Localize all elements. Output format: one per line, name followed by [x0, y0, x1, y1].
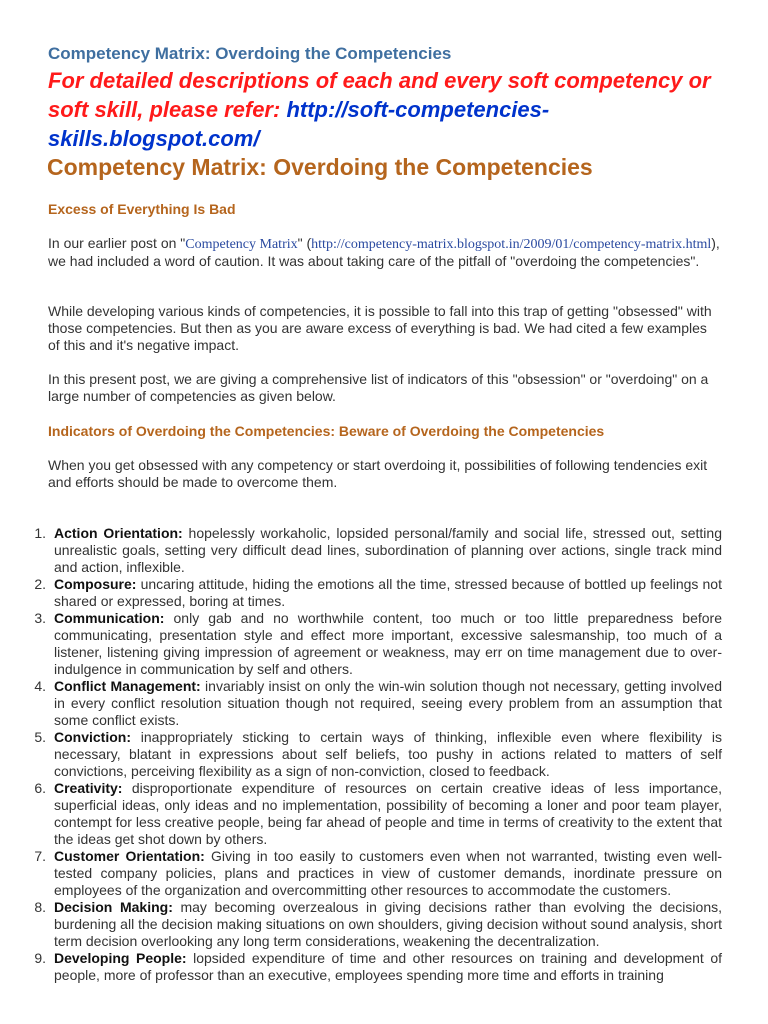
list-item-number: 1.: [34, 525, 46, 541]
indicator-list: [22, 525, 722, 984]
list-item-number: 6.: [34, 780, 46, 796]
list-item: [22, 780, 722, 848]
indicators-heading: Indicators of Overdoing the Competencies: Beware of Overdoing the Competencies: [48, 423, 605, 439]
p1-text-after: ), we had included a word of caution. It was about taking care of the pitfall of "overdoing the competencies".: [48, 235, 720, 269]
competency-term: Customer Orientation:: [54, 848, 205, 864]
paragraph-tendencies: When you get obsessed with any competency or start overdoing it, possibilities of following tendencies exit and efforts should be made to overcome them.: [48, 457, 708, 490]
p1-text-before: In our earlier post on ": [48, 235, 186, 251]
competency-term: Decision Making:: [54, 899, 173, 915]
list-item-text: [54, 899, 722, 950]
competency-description: hopelessly workaholic, lopsided personal/family and social life, stressed out, setting unrealistic goals, setting very difficult dead lines, subordination of planning over actions, single track mind and action, inflexible.: [54, 525, 722, 575]
list-item: [22, 899, 722, 950]
section-subheading: Excess of Everything Is Bad: [48, 201, 236, 217]
competency-description: lopsided expenditure of time and other resources on training and development of people, more of professor than an executive, employees spending more time and efforts in training: [54, 950, 722, 983]
promo-text: For detailed descriptions of each and every soft competency or soft skill, please refer:: [48, 68, 711, 122]
paragraph-intro: [48, 235, 720, 270]
list-item: [22, 678, 722, 729]
promo-link[interactable]: http://soft-competencies-skills.blogspot.com/: [48, 97, 550, 151]
competency-term: Composure:: [54, 576, 137, 592]
competency-description: inappropriately sticking to certain ways of thinking, inflexible even where flexibility is necessary, blatant in expressions about self beliefs, too pushy in actions related to matters of self convictions, perceiving flexibility as a sign of non-conviction, closed to feedback.: [54, 729, 722, 779]
competency-description: only gab and no worthwhile content, too much or too little preparedness before communicating, presentation style and effect more important, excessive salesmanship, too much of a listener, listening giving impression of agreement or weakness, may err on time management due to over-indulgence in communication by self and others.: [54, 610, 722, 677]
list-item-text: [54, 780, 722, 848]
paragraph-obsession: While developing various kinds of competencies, it is possible to fall into this trap of getting "obsessed" with those competencies. But then as you are aware excess of everything is bad. We had cited a few examples of this and it's negative impact.: [48, 303, 712, 353]
competency-description: invariably insist on only the win-win solution though not necessary, getting involved in every conflict resolution situation though not required, seeing every problem from an assumption that some conflict exists.: [54, 678, 722, 728]
list-item-number: 7.: [34, 848, 46, 864]
competency-description: Giving in too easily to customers even when not warranted, twisting even well-tested company policies, plans and practices in view of customer demands, inordinate pressure on employees of the organization and overcommitting other resources to accommodate the customers.: [54, 848, 722, 898]
list-item: [22, 729, 722, 780]
list-item-number: 8.: [34, 899, 46, 915]
list-item: [22, 610, 722, 678]
competency-description: disproportionate expenditure of resources on certain creative ideas of less importance, superficial ideas, only ideas and no implementation, possibility of becoming a loner and poor team player, contempt for less creative people, being far ahead of people and time in terms of creativity to the extent that the ideas get shot down by others.: [54, 780, 722, 847]
list-item-number: 9.: [34, 950, 46, 966]
blog-title: Competency Matrix: Overdoing the Competencies: [48, 44, 452, 63]
list-item-text: [54, 729, 722, 780]
competency-matrix-link[interactable]: Competency Matrix: [185, 237, 298, 252]
p1-text-mid: " (: [297, 235, 312, 251]
competency-description: uncaring attitude, hiding the emotions all the time, stressed because of bottled up feelings not shared or expressed, boring at times.: [54, 576, 722, 609]
competency-term: Creativity:: [54, 780, 123, 796]
list-item-text: [54, 678, 722, 729]
list-item: [22, 576, 722, 610]
article-title: Competency Matrix: Overdoing the Competencies: [47, 154, 593, 180]
competency-term: Action Orientation:: [54, 525, 183, 541]
list-item: [22, 950, 722, 984]
promo-banner: [48, 66, 748, 153]
list-item: [22, 525, 722, 576]
competency-term: Conflict Management:: [54, 678, 201, 694]
list-item: [22, 848, 722, 899]
competency-description: may becoming overzealous in giving decisions rather than evolving the decisions, burdening all the decision making situations on own shoulders, giving decision without sound analysis, short term decision overlooking any long term considerations, weakening the decentralization.: [54, 899, 722, 949]
list-item-number: 4.: [34, 678, 46, 694]
list-item-number: 2.: [34, 576, 46, 592]
list-item-text: [54, 950, 722, 984]
list-item-number: 3.: [34, 610, 46, 626]
list-item-text: [54, 576, 722, 610]
competency-term: Conviction:: [54, 729, 131, 745]
list-item-text: [54, 848, 722, 899]
paragraph-present-post: In this present post, we are giving a comprehensive list of indicators of this "obsession" or "overdoing" on a large number of competencies as given below.: [48, 371, 709, 404]
list-item-text: [54, 525, 722, 576]
competency-term: Communication:: [54, 610, 165, 626]
competency-matrix-url[interactable]: http://competency-matrix.blogspot.in/2009/01/competency-matrix.html: [311, 237, 712, 252]
competency-term: Developing People:: [54, 950, 187, 966]
list-item-text: [54, 610, 722, 678]
list-item-number: 5.: [34, 729, 46, 745]
